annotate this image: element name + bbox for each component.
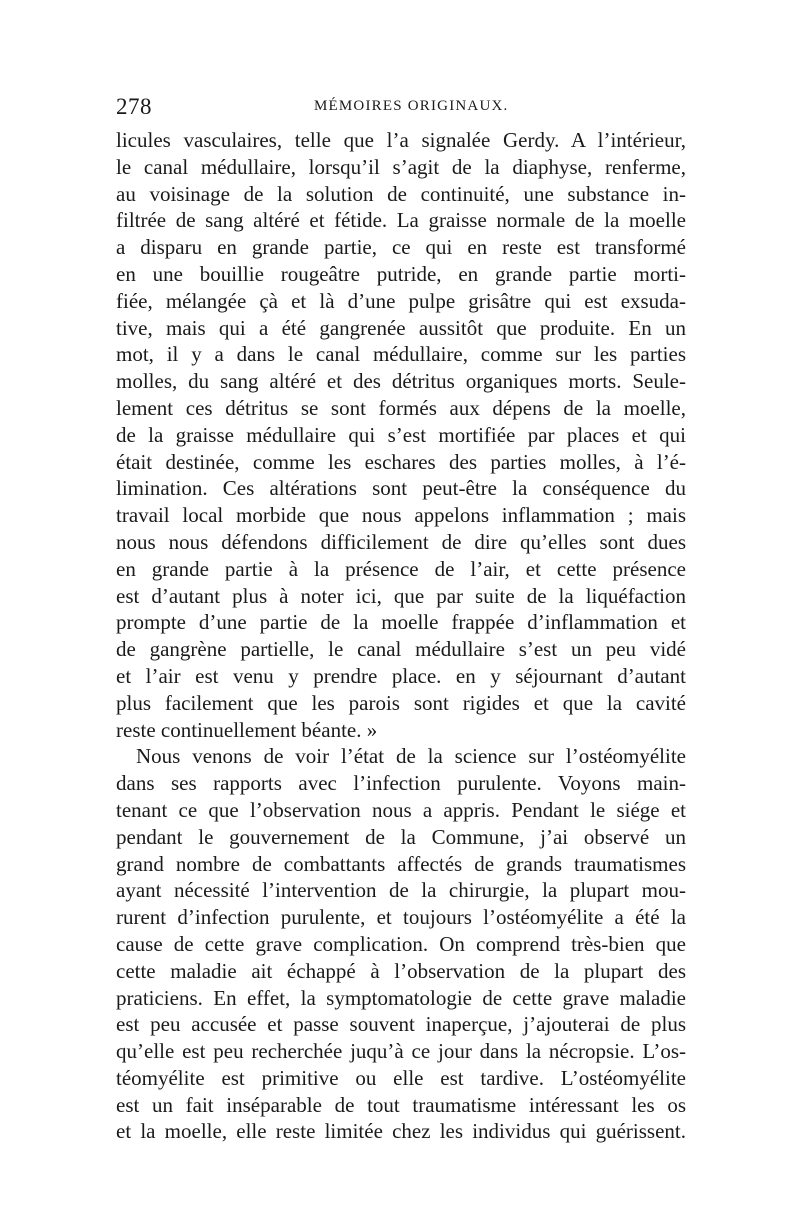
text-line: fiée, mélangée çà et là d’une pulpe grisâtre qui est exsuda- xyxy=(116,288,686,313)
text-line: et la moelle, elle reste limitée chez les individus qui guérissent. xyxy=(116,1119,686,1144)
paragraph-end-line: reste continuellement béante. » xyxy=(116,717,378,742)
text-line: licules vasculaires, telle que l’a signalée Gerdy. A l’intérieur, xyxy=(116,128,686,152)
text-line: a disparu en grande partie, ce qui en reste est transformé xyxy=(116,235,686,260)
body-text xyxy=(116,127,686,1145)
text-line: prompte d’une partie de la moelle frappée d’inflammation et xyxy=(116,610,686,635)
text-line: lement ces détritus se sont formés aux dépens de la moelle, xyxy=(116,395,686,420)
text-line: qu’elle est peu recherchée juqu’à ce jour dans la nécropsie. L’os- xyxy=(116,1039,686,1064)
running-title: MÉMOIRES ORIGINAUX. xyxy=(314,98,509,114)
text-line: pendant le gouvernement de la Commune, j’ai observé un xyxy=(116,824,686,849)
text-line: tenant ce que l’observation nous a appris. Pendant le siége et xyxy=(116,797,686,822)
text-line: de gangrène partielle, le canal médullaire s’est un peu vidé xyxy=(116,637,686,662)
text-line: praticiens. En effet, la symptomatologie de cette grave maladie xyxy=(116,985,686,1010)
text-line: de la graisse médullaire qui s’est mortifiée par places et qui xyxy=(116,422,686,447)
running-head xyxy=(116,94,686,124)
text-line: tive, mais qui a été gangrenée aussitôt que produite. En un xyxy=(116,315,686,340)
text-line: grand nombre de combattants affectés de grands traumatismes xyxy=(116,851,686,876)
text-line: le canal médullaire, lorsqu’il s’agit de la diaphyse, renferme, xyxy=(116,154,686,179)
text-line: était destinée, comme les eschares des parties molles, à l’é- xyxy=(116,449,686,474)
text-line: est peu accusée et passe souvent inaperçue, j’ajouterai de plus xyxy=(116,1012,686,1037)
text-line: téomyélite est primitive ou elle est tardive. L’ostéomyélite xyxy=(116,1065,686,1090)
text-line: en une bouillie rougeâtre putride, en grande partie morti- xyxy=(116,261,686,286)
text-line: filtrée de sang altéré et fétide. La graisse normale de la moelle xyxy=(116,208,686,233)
text-line: cause de cette grave complication. On comprend très-bien que xyxy=(116,931,686,956)
text-line: limination. Ces altérations sont peut-être la conséquence du xyxy=(116,476,686,501)
text-line: nous nous défendons difficilement de dire qu’elles sont dues xyxy=(116,529,686,554)
text-line: et l’air est venu y prendre place. en y séjournant d’autant xyxy=(116,663,686,688)
paragraph-start-line: Nous venons de voir l’état de la science sur l’ostéomyélite xyxy=(136,744,686,769)
text-line: dans ses rapports avec l’infection purulente. Voyons main- xyxy=(116,771,686,796)
text-line: est un fait inséparable de tout traumatisme intéressant les os xyxy=(116,1092,686,1117)
text-line: en grande partie à la présence de l’air, et cette présence xyxy=(116,556,686,581)
text-line: molles, du sang altéré et des détritus organiques morts. Seule- xyxy=(116,369,686,394)
text-line: est d’autant plus à noter ici, que par suite de la liquéfaction xyxy=(116,583,686,608)
text-line: au voisinage de la solution de continuité, une substance in- xyxy=(116,181,686,206)
text-line: rurent d’infection purulente, et toujours l’ostéomyélite a été la xyxy=(116,905,686,930)
page-number: 278 xyxy=(116,94,152,119)
text-line: ayant nécessité l’intervention de la chirurgie, la plupart mou- xyxy=(116,878,686,903)
text-line: plus facilement que les parois sont rigides et que la cavité xyxy=(116,690,686,715)
text-line: mot, il y a dans le canal médullaire, comme sur les parties xyxy=(116,342,686,367)
text-line: travail local morbide que nous appelons inflammation ; mais xyxy=(116,503,686,528)
text-line: cette maladie ait échappé à l’observation de la plupart des xyxy=(116,958,686,983)
